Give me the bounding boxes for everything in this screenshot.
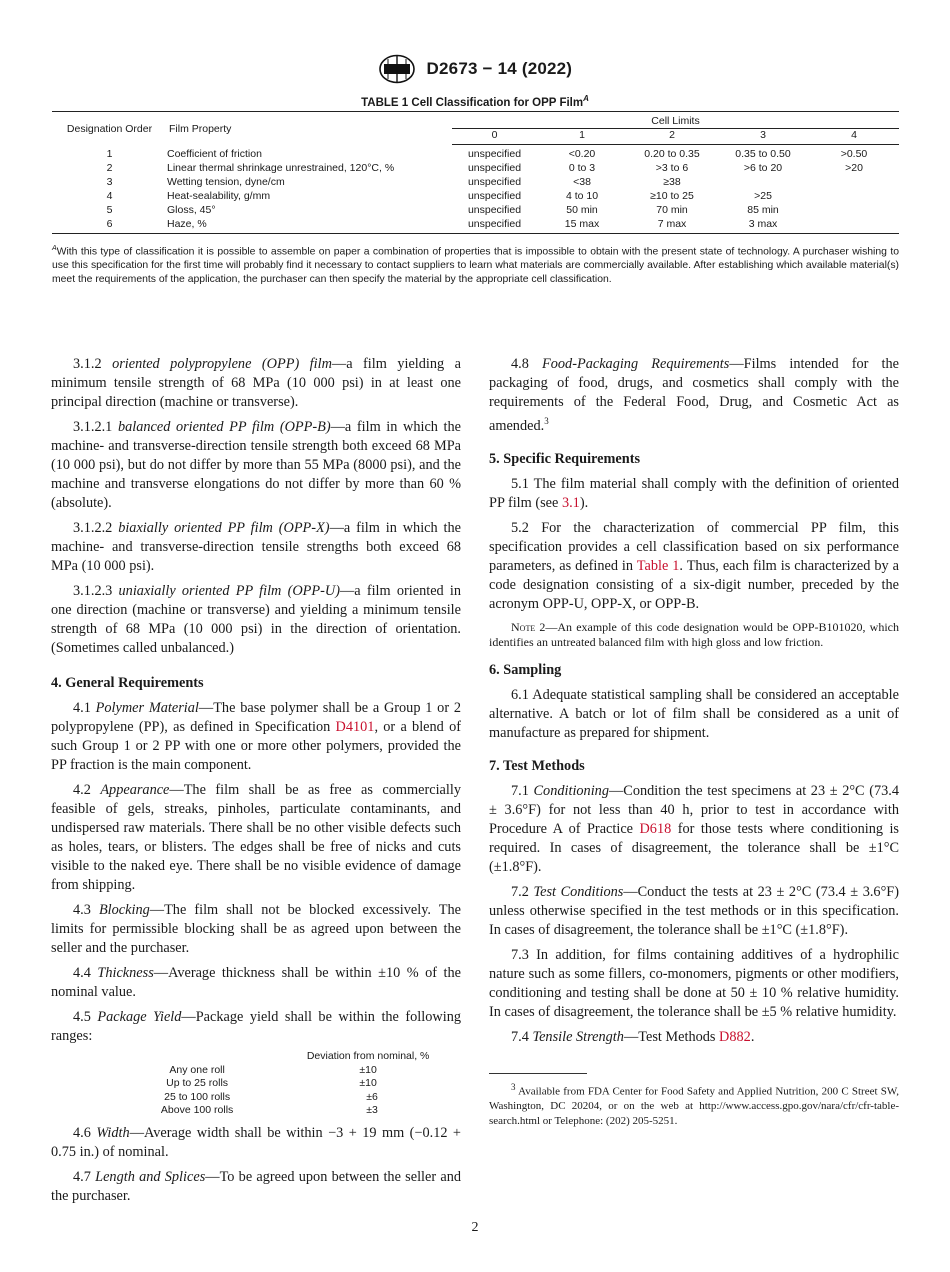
paragraph-3-1-2: 3.1.2 oriented polypropylene (OPP) film—a film yielding a minimum tensile strength of 68 MPa (10 000 psi) in at least one principal direction (machine or transverse).	[51, 356, 461, 410]
paragraph-7-2: 7.2 Test Conditions—Conduct the tests at 23 ± 2°C (73.4 ± 3.6°F) unless otherwise specified in the test methods or in this specification. In cases of disagreement, the tolerance shall be ±1°C (±1.8°F).	[489, 883, 900, 938]
table-row: Up to 25 rolls ±10	[166, 1077, 377, 1089]
section-7-heading: 7. Test Methods	[489, 757, 585, 774]
footnote-divider	[489, 1073, 587, 1074]
limit-col-header: 2	[627, 129, 717, 145]
paragraph-3-1-2-3: 3.1.2.3 uniaxially oriented PP film (OPP-U)—a film oriented in one direction (machine or transverse) and yielding a minimum tensile strength of 68 MPa (10 000 psi) in the direction of orientation. (Sometimes called unbalanced.)	[51, 583, 462, 656]
table-row: Any one roll ±10	[169, 1063, 377, 1076]
limit-col-header: 1	[537, 129, 627, 145]
limit-col-header: 0	[452, 129, 537, 145]
table-row: 1 Coefficient of friction unspecified <0.20 0.20 to 0.35 0.35 to 0.50 >0.50	[106, 147, 868, 160]
document-header	[0, 54, 950, 84]
table-row: 5 Gloss, 45° unspecified 50 min 70 min 85 min	[106, 204, 779, 216]
paragraph-5-2: 5.2 For the characterization of commercial PP film, this specification provides a cell classification based on six performance parameters, as defined in Table 1. Thus, each film is characterized by a code designation consisting of a six-digit number, preceded by the acronym OPP-U, OPP-X, or OPP-B.	[489, 519, 899, 612]
paragraph-3-1-2-2: 3.1.2.2 biaxially oriented PP film (OPP-X)—a film in which the machine- and transverse-direction tensile strengths both exceed 68 MPa (10 000 psi).	[51, 520, 461, 574]
section-6-heading: 6. Sampling	[489, 661, 562, 678]
table-row: 4 Heat-sealability, g/mm unspecified 4 to 10 ≥10 to 25 >25	[106, 190, 772, 202]
table-row: 25 to 100 rolls ±6	[164, 1090, 378, 1103]
table-row: 3 Wetting tension, dyne/cm unspecified <38 ≥38	[106, 176, 681, 188]
table-row: 2 Linear thermal shrinkage unrestrained, 120°C, % unspecified 0 to 3 >3 to 6 >6 to 20 >20	[106, 162, 863, 174]
page-number: 2	[471, 1220, 479, 1235]
table-footnote: $^A$With this type of classification it is possible to assemble on paper a combination of properties that is impossible to obtain with the present state of technology. A purchaser wishing to use this specification for the first time will probably find it necessary to contact suppliers to learn what materials are commercially available. After establishing which available material(s) meet the requirements of the application, the purchaser can then specify the material by the appropriate cell classification.	[52, 245, 899, 286]
d882-link[interactable]: D882	[719, 1028, 751, 1045]
paragraph-4-4: 4.4 Thickness—Average thickness shall be within ±10 % of the nominal value.	[51, 965, 462, 1000]
paragraph-7-4: 7.4 Tensile Strength—Test Methods D882.	[511, 1028, 755, 1045]
right-column	[489, 355, 899, 1135]
footnote-3-ref[interactable]: 3	[544, 416, 549, 426]
table-title: TABLE 1 Cell Classification for OPP Film$^A$	[361, 94, 589, 109]
package-yield-table	[119, 1050, 461, 1118]
paragraph-7-3: 7.3 In addition, for films containing additives of a hydrophilic nature such as some fillers, co-monomers, pigments or other modifiers, conditioning and testing shall be done at 50 ± 10 % relative humidity. In cases of disagreement, the tolerance shall be ±5 % relative humidity.	[489, 946, 899, 1020]
d4101-link[interactable]: D4101	[335, 719, 375, 735]
section-3-1-link[interactable]: 3.1	[561, 494, 580, 511]
film-property-header: Film Property	[167, 112, 452, 145]
document-code: D2673 − 14 (2022)	[426, 59, 573, 78]
limit-col-header: 4	[809, 129, 899, 145]
section-5-heading: 5. Specific Requirements	[489, 450, 641, 467]
paragraph-4-7: 4.7 Length and Splices—To be agreed upon between the seller and the purchaser.	[51, 1168, 461, 1204]
table-row: Above 100 rolls ±3	[160, 1104, 378, 1116]
designation-order-header: Designation Order	[52, 112, 167, 145]
left-column	[51, 355, 461, 1212]
paragraph-4-8: 4.8 Food-Packaging Requirements—Films intended for the packaging of food, drugs, and cosmetics shall comply with the requirements of the Federal Food, Drug, and Cosmetic Act as amended.$^3$	[489, 356, 900, 434]
cell-limits-header: Cell Limits	[452, 112, 899, 129]
paragraph-5-1: 5.1 The film material shall comply with the definition of oriented PP film (see 3.1).	[489, 475, 899, 511]
paragraph-6-1: 6.1 Adequate statistical sampling shall be considered an acceptable alternative. A batch or lot of film shall be considered as a unit of manufacture as prepared for shipment.	[489, 686, 899, 741]
paragraph-7-1: 7.1 Conditioning—Condition the test specimens at 23 ± 2°C (73.4 ± 3.6°F) for not less than 40 h, prior to test in accordance with Procedure A of Practice D618 for those tests where conditioning is required. In cases of disagreement, the tolerance shall be ±1°C (±1.8°F).	[489, 782, 900, 875]
limit-col-header: 3	[717, 129, 809, 145]
yield-header: Deviation from nominal, %	[306, 1050, 430, 1062]
cell-classification-table	[52, 111, 899, 234]
note-2: Note 2—An example of this code designation would be OPP-B101020, which identifies an untreated balanced film with high gloss and low friction.	[489, 619, 899, 650]
footnote-3: $^3$ Available from FDA Center for Food Safety and Applied Nutrition, 200 C Street SW, Washington, DC 20204, or on the web at http://www.access.gpo.gov/nara/cfr/cfr-table-search.html or Telephone: (202) 205-5251.	[489, 1081, 899, 1128]
section-4-heading: 4. General Requirements	[51, 675, 204, 691]
paragraph-4-2: 4.2 Appearance—The film shall be as free as commercially feasible of gels, streaks, pinholes, particulate contaminants, and undispersed raw materials. There shall be no other visible defects such as holes, tears, or blisters. The edges shall be free of nicks and cuts visible to the naked eye. There shall be no visible evidence of damage from shipping.	[51, 782, 461, 893]
paragraph-4-1: 4.1 Polymer Material—The base polymer shall be a Group 1 or 2 polypropylene (PP), as defined in Specification D4101, or a blend of such Group 1 or 2 PP with one or more other polymers, provided the PP fraction is the main component.	[51, 700, 462, 773]
paragraph-3-1-2-1: 3.1.2.1 balanced oriented PP film (OPP-B)—a film in which the machine- and transverse-direction tensile strength both exceed 68 MPa (10 000 psi), but do not differ by more than 55 MPa (8000 psi), and the machine and transverse elongations do not differ by more than 60 % (absolute).	[51, 419, 461, 511]
paragraph-4-5: 4.5 Package Yield—Package yield shall be within the following ranges:	[51, 1009, 461, 1044]
paragraph-4-6: 4.6 Width—Average width shall be within −3 + 19 mm (−0.12 + 0.75 in.) of nominal.	[51, 1124, 461, 1160]
d618-link[interactable]: D618	[639, 820, 672, 837]
table-row: 6 Haze, % unspecified 15 max 7 max 3 max	[52, 217, 899, 234]
table-1-link[interactable]: Table 1	[636, 557, 680, 574]
paragraph-4-3: 4.3 Blocking—The film shall not be blocked excessively. The limits for permissible blocking shall be as agreed upon between the seller and the purchaser.	[51, 902, 462, 956]
astm-logo-icon	[378, 54, 416, 84]
